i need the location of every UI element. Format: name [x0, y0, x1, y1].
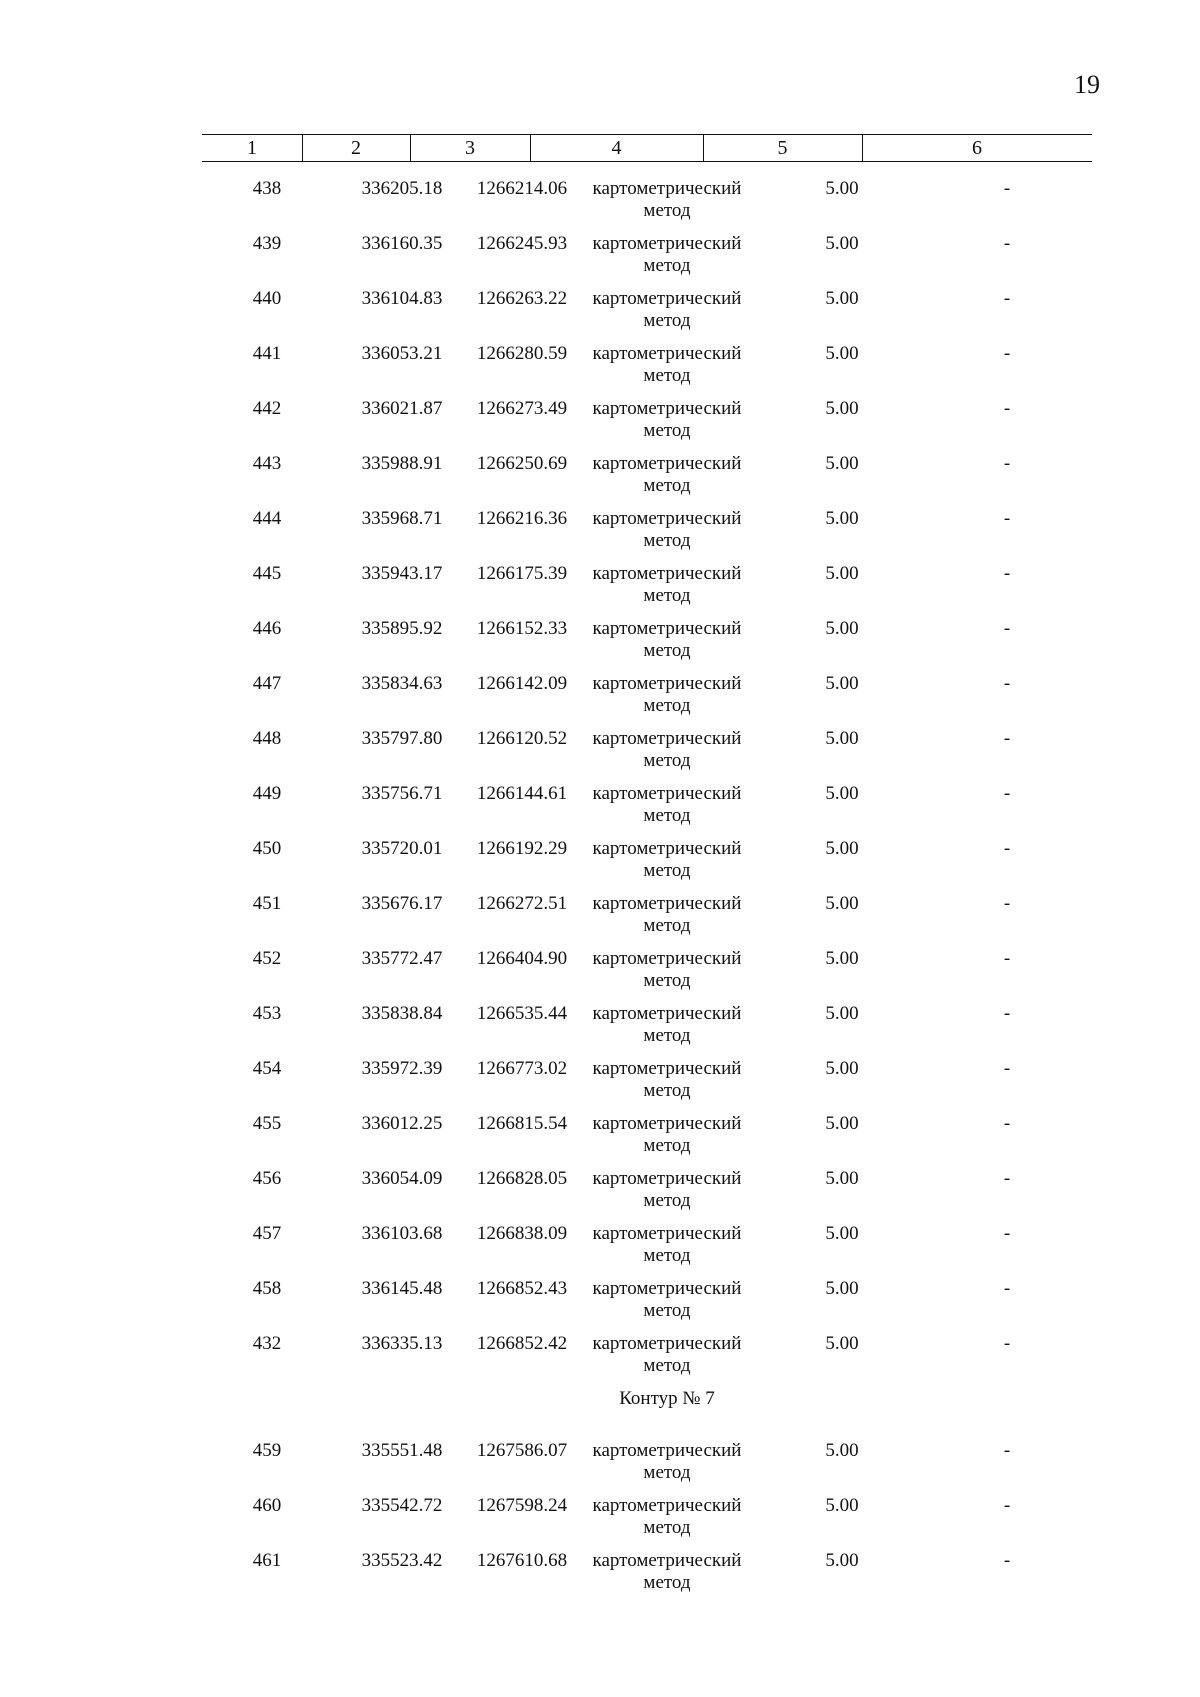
point-number: 443: [252, 453, 282, 474]
method-line-1: картометрический: [592, 1223, 742, 1244]
coordinate-x: 336053.21: [361, 343, 443, 364]
point-number: 450: [252, 838, 282, 859]
coordinate-x: 336012.25: [361, 1113, 443, 1134]
coordinate-x: 335797.80: [361, 728, 443, 749]
method-cell: [572, 673, 762, 717]
table-row: [202, 1152, 1092, 1211]
method-cell: [572, 563, 762, 607]
method-line-1: картометрический: [592, 1113, 742, 1134]
method-line-1: картометрический: [592, 398, 742, 419]
table-row: [202, 877, 1092, 936]
method-line-1: картометрический: [592, 453, 742, 474]
description-value: -: [1003, 1003, 1011, 1024]
method-line-2: метод: [643, 1462, 691, 1483]
coordinate-x: 336145.48: [361, 1278, 443, 1299]
method-line-1: картометрический: [592, 233, 742, 254]
description-value: -: [1003, 508, 1011, 529]
point-number: 439: [252, 233, 282, 254]
accuracy-value: 5.00: [825, 1223, 859, 1244]
coordinate-y: 1266828.05: [476, 1168, 568, 1189]
column-header-2: 2: [351, 137, 361, 159]
column-header-1: 1: [247, 137, 257, 159]
table-body-contour-6: [202, 162, 1092, 1376]
accuracy-value: 5.00: [825, 1550, 859, 1571]
coordinate-x: 335542.72: [361, 1495, 443, 1516]
method-line-1: картометрический: [592, 288, 742, 309]
method-cell: [572, 178, 762, 222]
method-line-2: метод: [643, 420, 691, 441]
method-cell: [572, 1440, 762, 1484]
table-row: [202, 1097, 1092, 1156]
table-row: [202, 712, 1092, 771]
point-number: 447: [252, 673, 282, 694]
method-line-1: картометрический: [592, 1168, 742, 1189]
coordinate-x: 335676.17: [361, 893, 443, 914]
accuracy-value: 5.00: [825, 893, 859, 914]
point-number: 442: [252, 398, 282, 419]
coordinate-x: 335772.47: [361, 948, 443, 969]
point-number: 440: [252, 288, 282, 309]
method-line-2: метод: [643, 915, 691, 936]
point-number: 451: [252, 893, 282, 914]
description-value: -: [1003, 1058, 1011, 1079]
table-row: [202, 272, 1092, 331]
description-value: -: [1003, 178, 1011, 199]
coordinates-table: [202, 134, 1092, 1593]
method-cell: [572, 618, 762, 662]
table-row: [202, 1479, 1092, 1538]
description-value: -: [1003, 1113, 1011, 1134]
point-number: 444: [252, 508, 282, 529]
description-value: -: [1003, 398, 1011, 419]
method-line-2: метод: [643, 805, 691, 826]
accuracy-value: 5.00: [825, 563, 859, 584]
accuracy-value: 5.00: [825, 288, 859, 309]
description-value: -: [1003, 1550, 1011, 1571]
coordinate-x: 335756.71: [361, 783, 443, 804]
method-line-2: метод: [643, 310, 691, 331]
table-row: [202, 327, 1092, 386]
description-value: -: [1003, 1495, 1011, 1516]
method-line-2: метод: [643, 530, 691, 551]
table-row: [202, 767, 1092, 826]
column-header-4: 4: [611, 137, 622, 159]
coordinate-x: 336160.35: [361, 233, 443, 254]
method-cell: [572, 1168, 762, 1212]
coordinate-x: 335972.39: [361, 1058, 443, 1079]
coordinate-x: 335943.17: [361, 563, 443, 584]
section-title: [202, 1372, 1092, 1424]
method-line-1: картометрический: [592, 783, 742, 804]
method-cell: [572, 508, 762, 552]
accuracy-value: 5.00: [825, 1333, 859, 1354]
method-cell: [572, 398, 762, 442]
method-line-1: картометрический: [592, 1550, 742, 1571]
coordinate-y: 1266773.02: [476, 1058, 568, 1079]
description-value: -: [1003, 1333, 1011, 1354]
method-cell: [572, 783, 762, 827]
method-line-2: метод: [643, 750, 691, 771]
method-cell: [572, 838, 762, 882]
coordinate-y: 1266852.43: [476, 1278, 568, 1299]
coordinate-y: 1266263.22: [476, 288, 568, 309]
coordinate-x: 336335.13: [361, 1333, 443, 1354]
table-row: [202, 1317, 1092, 1376]
method-line-1: картометрический: [592, 1333, 742, 1354]
column-header-5: 5: [777, 137, 788, 159]
description-value: -: [1003, 948, 1011, 969]
coordinate-y: 1266214.06: [476, 178, 568, 199]
method-line-1: картометрический: [592, 893, 742, 914]
method-cell: [572, 1278, 762, 1322]
accuracy-value: 5.00: [825, 728, 859, 749]
method-line-1: картометрический: [592, 948, 742, 969]
method-line-1: картометрический: [592, 1278, 742, 1299]
method-line-2: метод: [643, 365, 691, 386]
method-line-2: метод: [643, 475, 691, 496]
point-number: 456: [252, 1168, 282, 1189]
accuracy-value: 5.00: [825, 838, 859, 859]
table-row: [202, 1042, 1092, 1101]
method-line-2: метод: [643, 1080, 691, 1101]
description-value: -: [1003, 453, 1011, 474]
point-number: 449: [252, 783, 282, 804]
method-cell: [572, 948, 762, 992]
coordinate-y: 1266142.09: [476, 673, 568, 694]
coordinate-y: 1266192.29: [476, 838, 568, 859]
method-cell: [572, 288, 762, 332]
method-line-2: метод: [643, 1190, 691, 1211]
method-line-2: метод: [643, 1355, 691, 1376]
table-row: [202, 657, 1092, 716]
method-cell: [572, 728, 762, 772]
description-value: -: [1003, 893, 1011, 914]
point-number: 438: [252, 178, 282, 199]
method-line-2: метод: [643, 860, 691, 881]
method-cell: [572, 453, 762, 497]
point-number: 458: [252, 1278, 282, 1299]
accuracy-value: 5.00: [825, 453, 859, 474]
accuracy-value: 5.00: [825, 1440, 859, 1461]
method-cell: [572, 893, 762, 937]
coordinate-x: 336021.87: [361, 398, 443, 419]
method-cell: [572, 1550, 762, 1594]
accuracy-value: 5.00: [825, 1495, 859, 1516]
coordinate-y: 1267586.07: [476, 1440, 568, 1461]
coordinate-y: 1266815.54: [476, 1113, 568, 1134]
accuracy-value: 5.00: [825, 948, 859, 969]
coordinate-x: 336054.09: [361, 1168, 443, 1189]
method-line-1: картометрический: [592, 563, 742, 584]
coordinate-y: 1267598.24: [476, 1495, 568, 1516]
description-value: -: [1003, 563, 1011, 584]
method-line-1: картометрический: [592, 618, 742, 639]
method-line-2: метод: [643, 1300, 691, 1321]
coordinate-y: 1266152.33: [476, 618, 568, 639]
method-line-2: метод: [643, 695, 691, 716]
method-line-1: картометрический: [592, 673, 742, 694]
method-line-1: картометрический: [592, 178, 742, 199]
description-value: -: [1003, 618, 1011, 639]
description-value: -: [1003, 343, 1011, 364]
coordinate-y: 1266404.90: [476, 948, 568, 969]
coordinate-x: 335720.01: [361, 838, 443, 859]
accuracy-value: 5.00: [825, 233, 859, 254]
point-number: 455: [252, 1113, 282, 1134]
column-header-3: 3: [465, 137, 475, 159]
method-line-2: метод: [643, 255, 691, 276]
description-value: -: [1003, 1440, 1011, 1461]
method-line-2: метод: [643, 1025, 691, 1046]
coordinate-y: 1266120.52: [476, 728, 568, 749]
description-value: -: [1003, 1278, 1011, 1299]
point-number: 459: [252, 1440, 282, 1461]
table-row: [202, 547, 1092, 606]
coordinate-x: 335834.63: [361, 673, 443, 694]
coordinate-x: 335895.92: [361, 618, 443, 639]
method-line-1: картометрический: [592, 1058, 742, 1079]
method-cell: [572, 1058, 762, 1102]
accuracy-value: 5.00: [825, 343, 859, 364]
point-number: 454: [252, 1058, 282, 1079]
method-line-1: картометрический: [592, 1003, 742, 1024]
accuracy-value: 5.00: [825, 178, 859, 199]
method-line-2: метод: [643, 1135, 691, 1156]
method-line-1: картометрический: [592, 1495, 742, 1516]
coordinate-y: 1266272.51: [476, 893, 568, 914]
coordinate-x: 336103.68: [361, 1223, 443, 1244]
coordinate-x: 336104.83: [361, 288, 443, 309]
table-row: [202, 987, 1092, 1046]
accuracy-value: 5.00: [825, 618, 859, 639]
coordinate-y: 1266535.44: [476, 1003, 568, 1024]
accuracy-value: 5.00: [825, 1113, 859, 1134]
table-row: [202, 382, 1092, 441]
table-row: [202, 1262, 1092, 1321]
method-line-2: метод: [643, 1517, 691, 1538]
coordinate-y: 1266175.39: [476, 563, 568, 584]
table-row: [202, 492, 1092, 551]
description-value: -: [1003, 1168, 1011, 1189]
table-row: [202, 1534, 1092, 1593]
method-line-1: картометрический: [592, 508, 742, 529]
description-value: -: [1003, 288, 1011, 309]
coordinate-y: 1266852.42: [476, 1333, 568, 1354]
point-number: 432: [252, 1333, 282, 1354]
accuracy-value: 5.00: [825, 1003, 859, 1024]
table-row: [202, 437, 1092, 496]
point-number: 457: [252, 1223, 282, 1244]
description-value: -: [1003, 783, 1011, 804]
method-line-2: метод: [643, 1245, 691, 1266]
table-row: [202, 217, 1092, 276]
table-row: [202, 932, 1092, 991]
coordinate-x: 335523.42: [361, 1550, 443, 1571]
method-cell: [572, 1333, 762, 1377]
coordinate-y: 1266280.59: [476, 343, 568, 364]
table-row: [202, 1424, 1092, 1483]
method-line-2: метод: [643, 585, 691, 606]
page-number: 19: [1074, 70, 1100, 99]
coordinate-x: 335968.71: [361, 508, 443, 529]
accuracy-value: 5.00: [825, 398, 859, 419]
coordinate-y: 1266838.09: [476, 1223, 568, 1244]
table-row: [202, 162, 1092, 221]
method-line-1: картометрический: [592, 838, 742, 859]
description-value: -: [1003, 838, 1011, 859]
method-cell: [572, 1223, 762, 1267]
method-cell: [572, 1003, 762, 1047]
method-cell: [572, 343, 762, 387]
method-line-2: метод: [643, 200, 691, 221]
coordinate-y: 1267610.68: [476, 1550, 568, 1571]
method-line-1: картометрический: [592, 1440, 742, 1461]
contour-title: Контур № 7: [619, 1388, 715, 1409]
description-value: -: [1003, 1223, 1011, 1244]
description-value: -: [1003, 728, 1011, 749]
table-row: [202, 602, 1092, 661]
accuracy-value: 5.00: [825, 1058, 859, 1079]
description-value: -: [1003, 233, 1011, 254]
method-cell: [572, 1495, 762, 1539]
coordinate-y: 1266216.36: [476, 508, 568, 529]
coordinate-x: 336205.18: [361, 178, 443, 199]
point-number: 460: [252, 1495, 282, 1516]
point-number: 448: [252, 728, 282, 749]
method-cell: [572, 1113, 762, 1157]
accuracy-value: 5.00: [825, 1168, 859, 1189]
point-number: 453: [252, 1003, 282, 1024]
coordinate-y: 1266144.61: [476, 783, 568, 804]
table-header: [202, 134, 1092, 162]
accuracy-value: 5.00: [825, 508, 859, 529]
point-number: 452: [252, 948, 282, 969]
table-row: [202, 1207, 1092, 1266]
coordinate-y: 1266245.93: [476, 233, 568, 254]
method-line-2: метод: [643, 970, 691, 991]
point-number: 441: [252, 343, 282, 364]
point-number: 446: [252, 618, 282, 639]
coordinate-x: 335551.48: [361, 1440, 443, 1461]
table-row: [202, 822, 1092, 881]
accuracy-value: 5.00: [825, 1278, 859, 1299]
method-line-1: картометрический: [592, 728, 742, 749]
coordinate-y: 1266273.49: [476, 398, 568, 419]
column-header-6: 6: [972, 137, 982, 159]
description-value: -: [1003, 673, 1011, 694]
coordinate-y: 1266250.69: [476, 453, 568, 474]
table-body-contour-7: [202, 1424, 1092, 1593]
method-line-1: картометрический: [592, 343, 742, 364]
point-number: 461: [252, 1550, 282, 1571]
method-line-2: метод: [643, 640, 691, 661]
coordinate-x: 335838.84: [361, 1003, 443, 1024]
point-number: 445: [252, 563, 282, 584]
accuracy-value: 5.00: [825, 673, 859, 694]
accuracy-value: 5.00: [825, 783, 859, 804]
method-cell: [572, 233, 762, 277]
method-line-2: метод: [643, 1572, 691, 1593]
coordinate-x: 335988.91: [361, 453, 443, 474]
